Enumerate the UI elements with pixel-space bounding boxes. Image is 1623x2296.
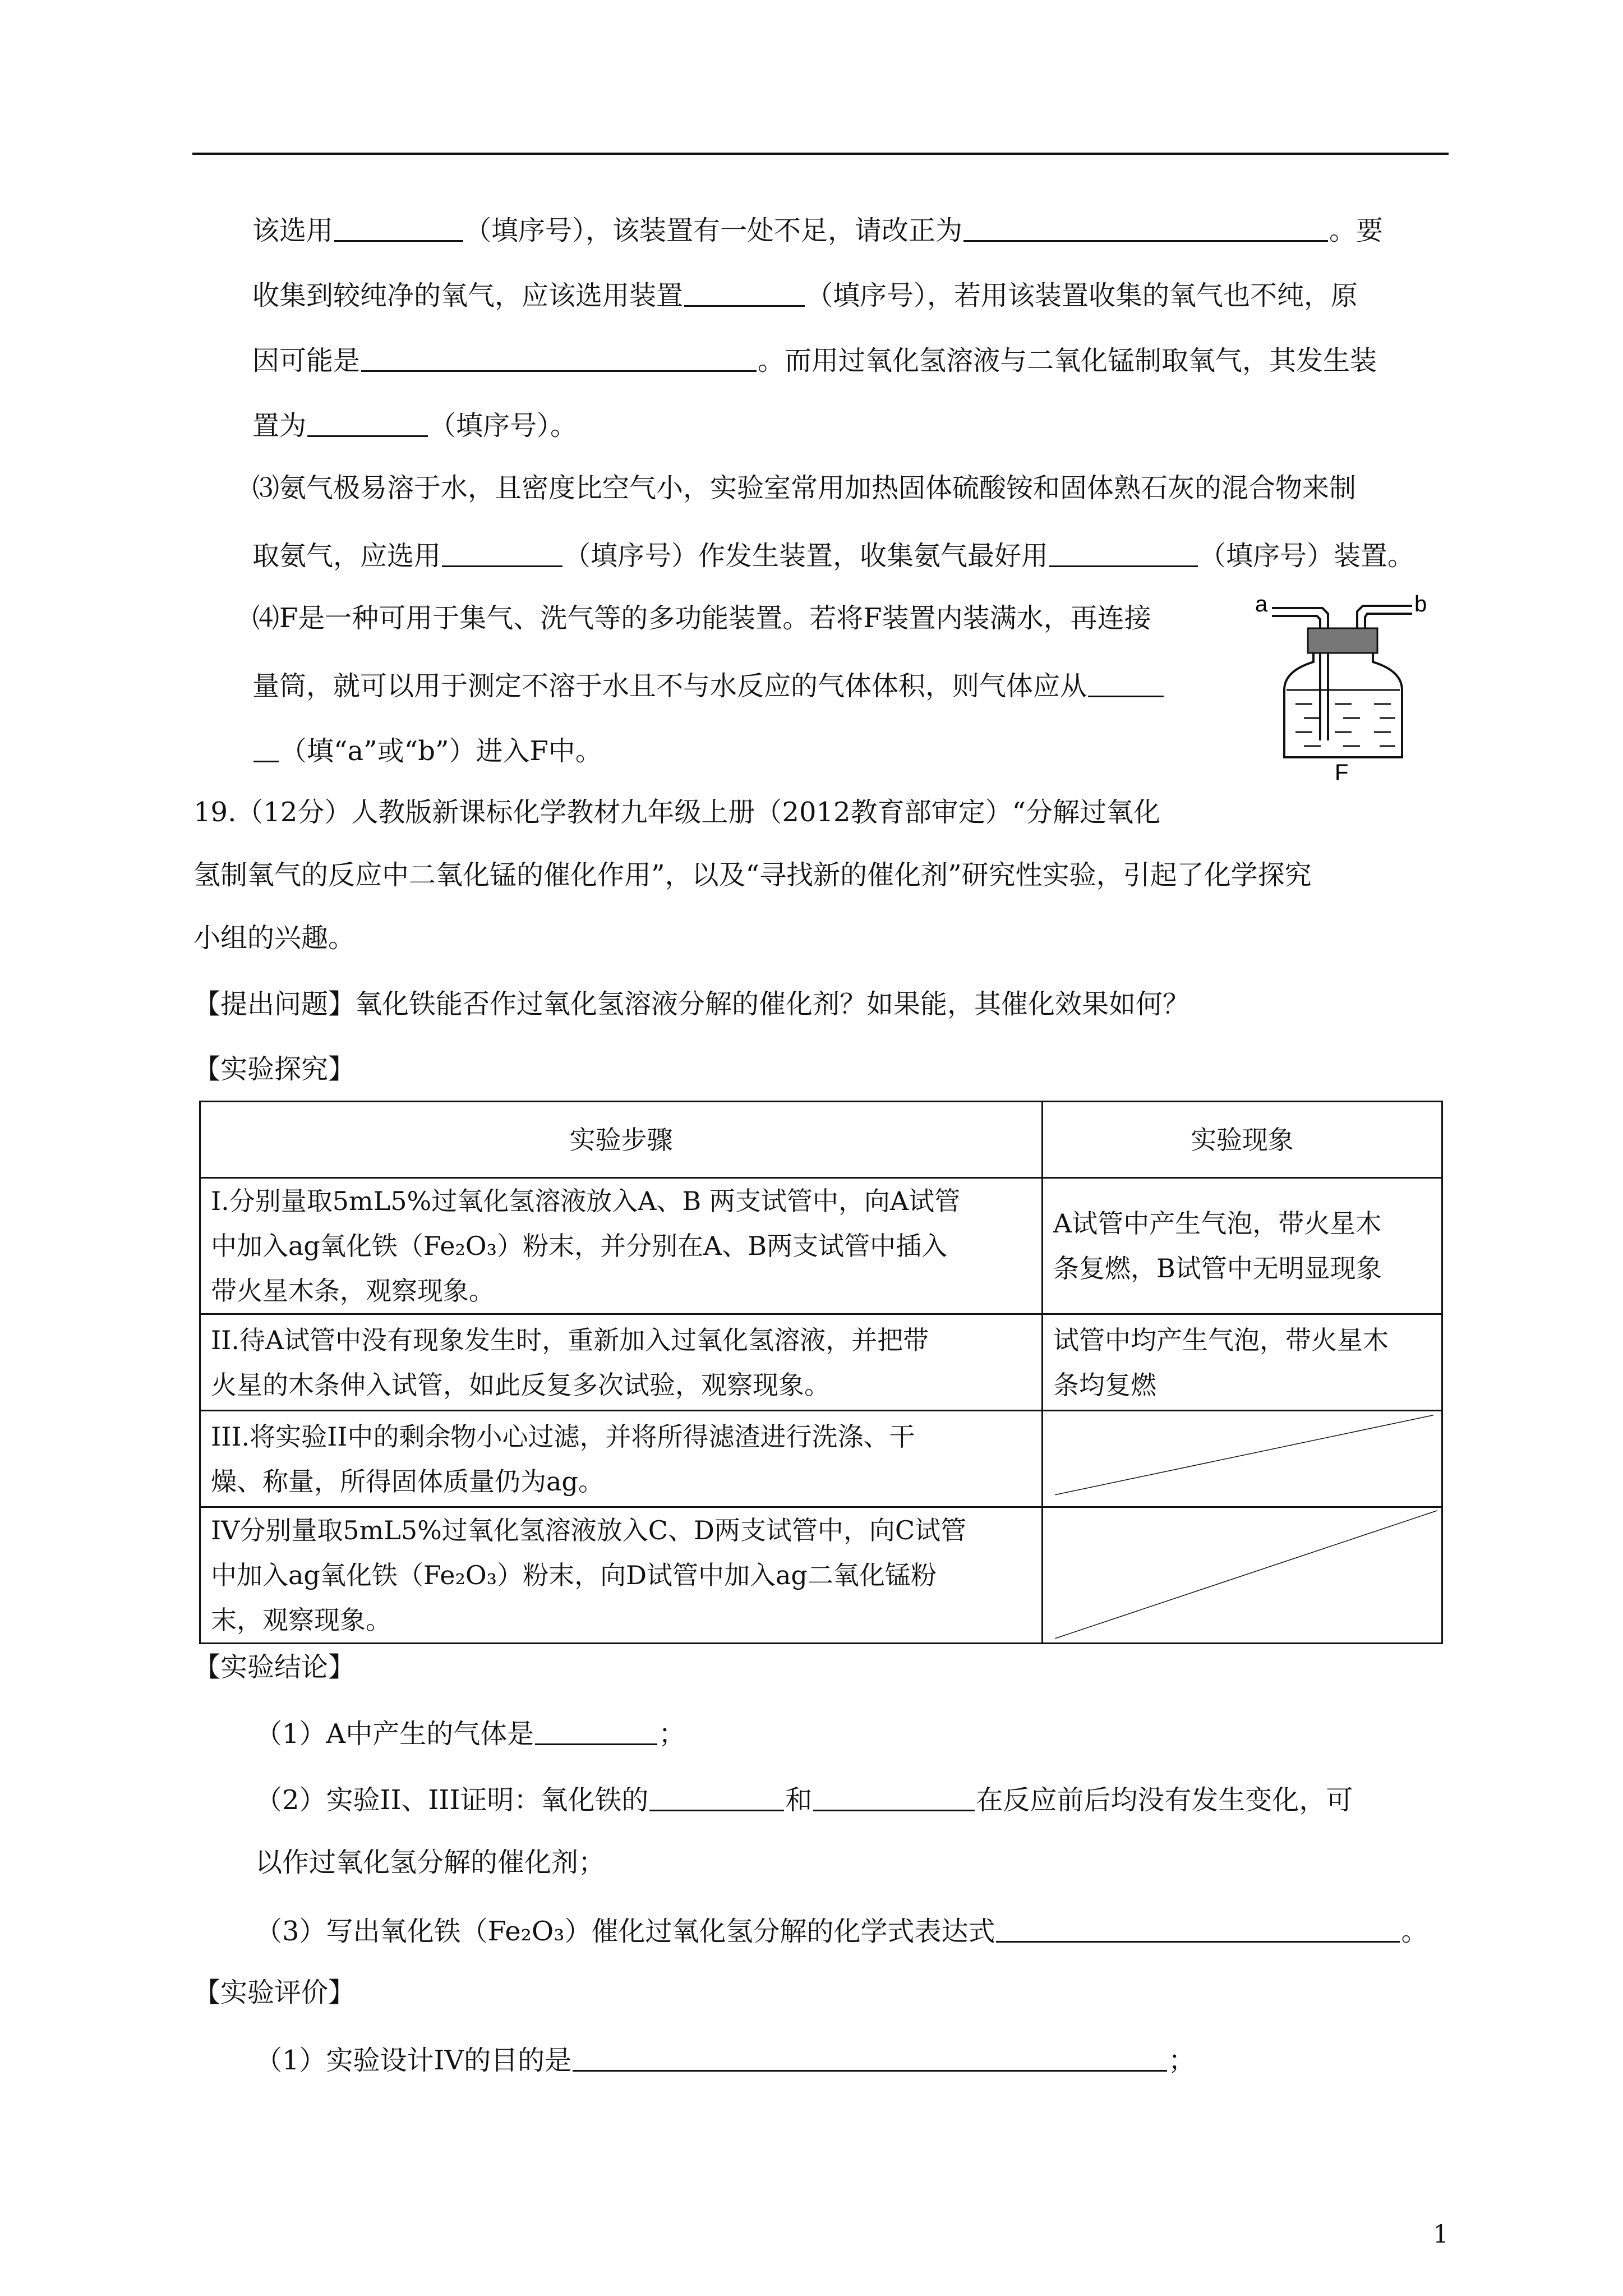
line-10: 19.（12分）人教版新课标化学教材九年级上册（2012教育部审定）“分解过氧化 [193, 797, 1161, 828]
question-heading: 【提出问题】氧化铁能否作过氧化氢溶液分解的催化剂？如果能，其催化效果如何？ [193, 988, 1190, 1020]
diagonal-slash [1043, 1411, 1441, 1506]
blank-10[interactable] [649, 1784, 784, 1811]
line-3: 因可能是 。而用过氧化氢溶液与二氧化锰制取氧气，其发生装 [252, 345, 1377, 376]
label-b: b [1414, 592, 1427, 616]
line-7: ⑷F是一种可用于集气、洗气等的多功能装置。若将F装置内装满水，再连接 [252, 602, 1151, 634]
line-8: 量筒，就可以用于测定不溶于水且不与水反应的气体体积，则气体应从 [252, 670, 1165, 700]
line-5: ⑶氨气极易溶于水，且密度比空气小，实验室常用加热固体硫酸铵和固体熟石灰的混合物来制 [252, 472, 1357, 504]
step-cell: III.将实验II中的剩余物小心过滤，并将所得滤渣进行洗涤、干 燥、称量，所得固体质量仍为ag。 [200, 1411, 1043, 1507]
blank-4[interactable] [361, 344, 757, 372]
blank-5[interactable] [307, 409, 428, 437]
line-11: 氢制氧气的反应中二氧化锰的催化作用”，以及“寻找新的催化剂”研究性实验，引起了化学探究 [193, 859, 1312, 891]
line-6: 取氨气，应选用 （填序号）作发生装置，收集氨气最好用 （填序号）装置。 [252, 540, 1415, 572]
header-rule [192, 153, 1449, 155]
explore-heading: 【实验探究】 [193, 1053, 356, 1085]
step-cell: I.分别量取5mL5%过氧化氢溶液放入A、B 两支试管中，向A试管 中加入ag氧化铁（Fe₂O₃）粉末，并分别在A、B两支试管中插入 带火星木条，观察现象。 [200, 1178, 1043, 1314]
evaluation-1: （1）实验设计IV的目的是 ； [255, 2045, 1196, 2076]
line-1: 该选用 （填序号），该装置有一处不足，请改正为 。要 [252, 215, 1384, 246]
table-header-row [200, 1102, 1442, 1178]
header-phenomena: 实验现象 [1043, 1102, 1442, 1178]
table-row [200, 1314, 1442, 1411]
table-row [200, 1178, 1442, 1314]
blank-11[interactable] [813, 1784, 975, 1811]
apparatus-f-diagram [1251, 589, 1441, 783]
label-f: F [1335, 760, 1349, 783]
empty-result-cell [1043, 1411, 1442, 1507]
table-row [200, 1411, 1442, 1507]
page-number: 1 [1433, 2220, 1449, 2249]
blank-6[interactable] [442, 540, 562, 567]
blank-2[interactable] [963, 214, 1328, 242]
blank-1[interactable] [334, 214, 463, 242]
line-4: 置为 （填序号）。 [252, 410, 578, 441]
blank-8[interactable] [1088, 670, 1164, 697]
line-12: 小组的兴趣。 [193, 922, 356, 954]
blank-8-cont[interactable] [253, 735, 279, 762]
experiment-table [199, 1101, 1443, 1644]
blank-7[interactable] [1049, 540, 1198, 567]
blank-13[interactable] [573, 2044, 1167, 2072]
header-steps: 实验步骤 [200, 1102, 1043, 1178]
conclusion-heading: 【实验结论】 [193, 1651, 356, 1683]
empty-result-cell [1043, 1507, 1442, 1644]
result-cell: 试管中均产生气泡，带火星木 条均复燃 [1043, 1314, 1442, 1411]
table-row [200, 1507, 1442, 1644]
line-2: 收集到较纯净的氧气，应该选用装置 （填序号），若用该装置收集的氧气也不纯，原 [252, 280, 1358, 311]
label-a: a [1255, 592, 1268, 616]
line-9: （填“a”或“b”）进入F中。 [252, 735, 602, 765]
blank-12[interactable] [996, 1915, 1400, 1943]
blank-9[interactable] [535, 1718, 657, 1745]
evaluation-heading: 【实验评价】 [193, 1977, 356, 2008]
blank-3[interactable] [684, 279, 805, 307]
conclusion-2: （2）实验II、III证明：氧化铁的 和 在反应前后均没有发生变化，可 [255, 1784, 1353, 1816]
conclusion-2-cont: 以作过氧化氢分解的催化剂； [255, 1847, 606, 1878]
diagonal-slash [1043, 1508, 1441, 1642]
step-cell: II.待A试管中没有现象发生时，重新加入过氧化氢溶液，并把带 火星的木条伸入试管，如此反复多次试验，观察现象。 [200, 1314, 1043, 1411]
conclusion-3: （3）写出氧化铁（Fe₂O₃）催化过氧化氢分解的化学式表达式 。 [255, 1916, 1428, 1947]
step-cell: IV分别量取5mL5%过氧化氢溶液放入C、D两支试管中，向C试管 中加入ag氧化铁（Fe₂O₃）粉末，向D试管中加入ag二氧化锰粉 末，观察现象。 [200, 1507, 1043, 1644]
result-cell: A试管中产生气泡，带火星木 条复燃，B试管中无明显现象 [1043, 1178, 1442, 1314]
conclusion-1: （1）A中产生的气体是 ； [255, 1718, 686, 1750]
